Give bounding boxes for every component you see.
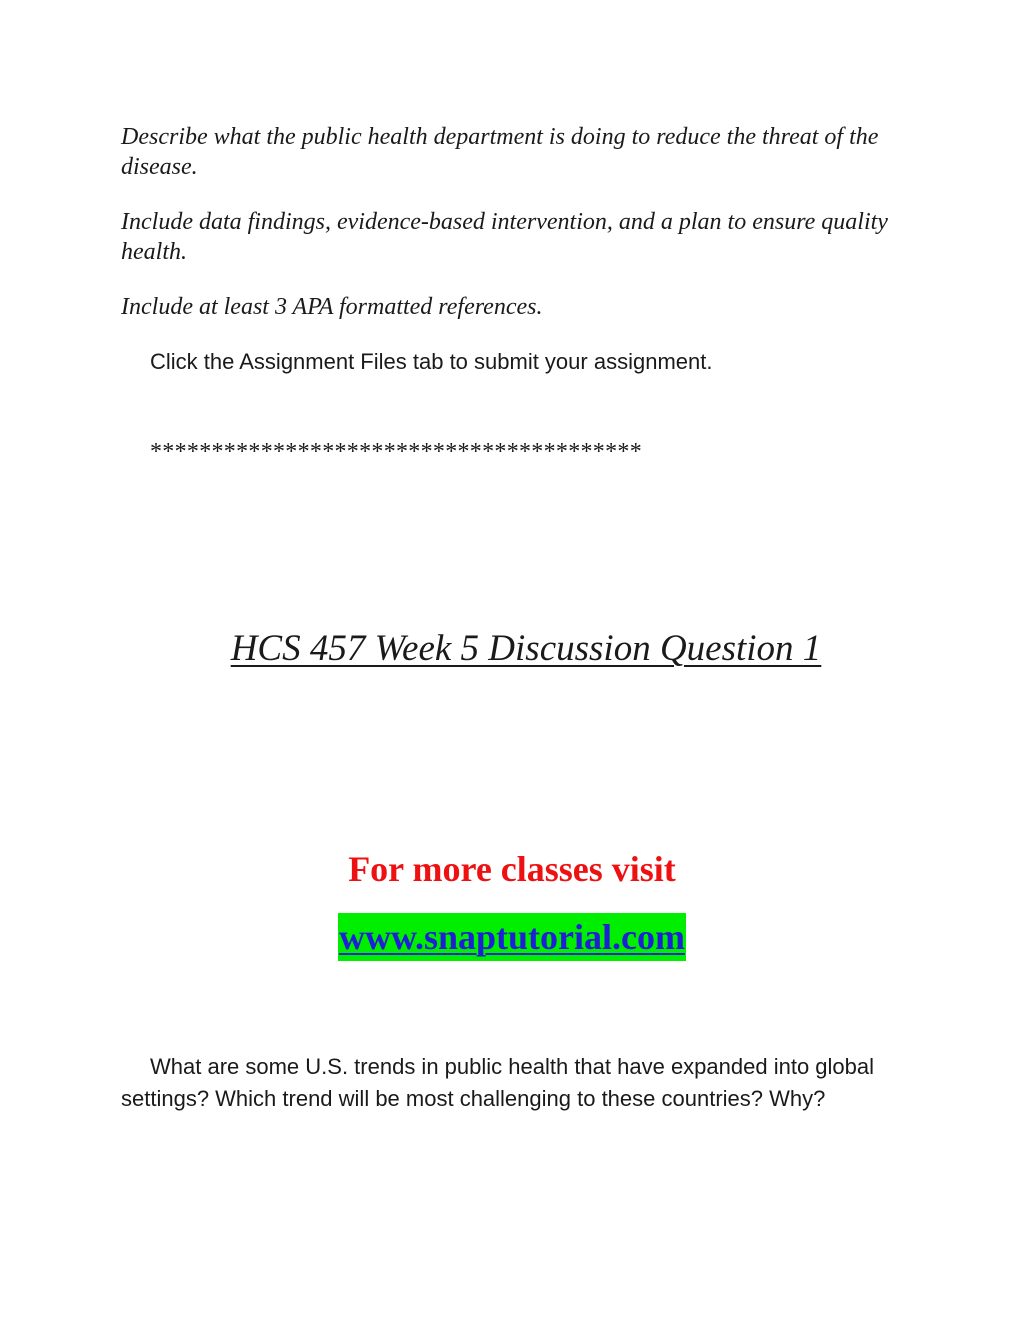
asterisk-separator: ****************************************: [150, 439, 642, 465]
discussion-question: What are some U.S. trends in public health that have expanded into global settings? Which trend will be most challenging to these countries? Why?: [121, 1054, 875, 1111]
promo-text: For more classes visit: [348, 849, 676, 889]
include-data-paragraph: Include data findings, evidence-based intervention, and a plan to ensure quality health.: [121, 209, 888, 265]
promo-link-container: [0, 913, 1024, 961]
references-paragraph: Include at least 3 APA formatted references.: [121, 294, 543, 320]
submission-instruction: Click the Assignment Files tab to submit your assignment.: [150, 349, 713, 374]
snaptutorial-link[interactable]: www.snaptutorial.com: [338, 913, 686, 961]
describe-paragraph: Describe what the public health department is doing to reduce the threat of the disease.: [121, 124, 879, 180]
page-title: HCS 457 Week 5 Discussion Question 1: [230, 628, 822, 669]
